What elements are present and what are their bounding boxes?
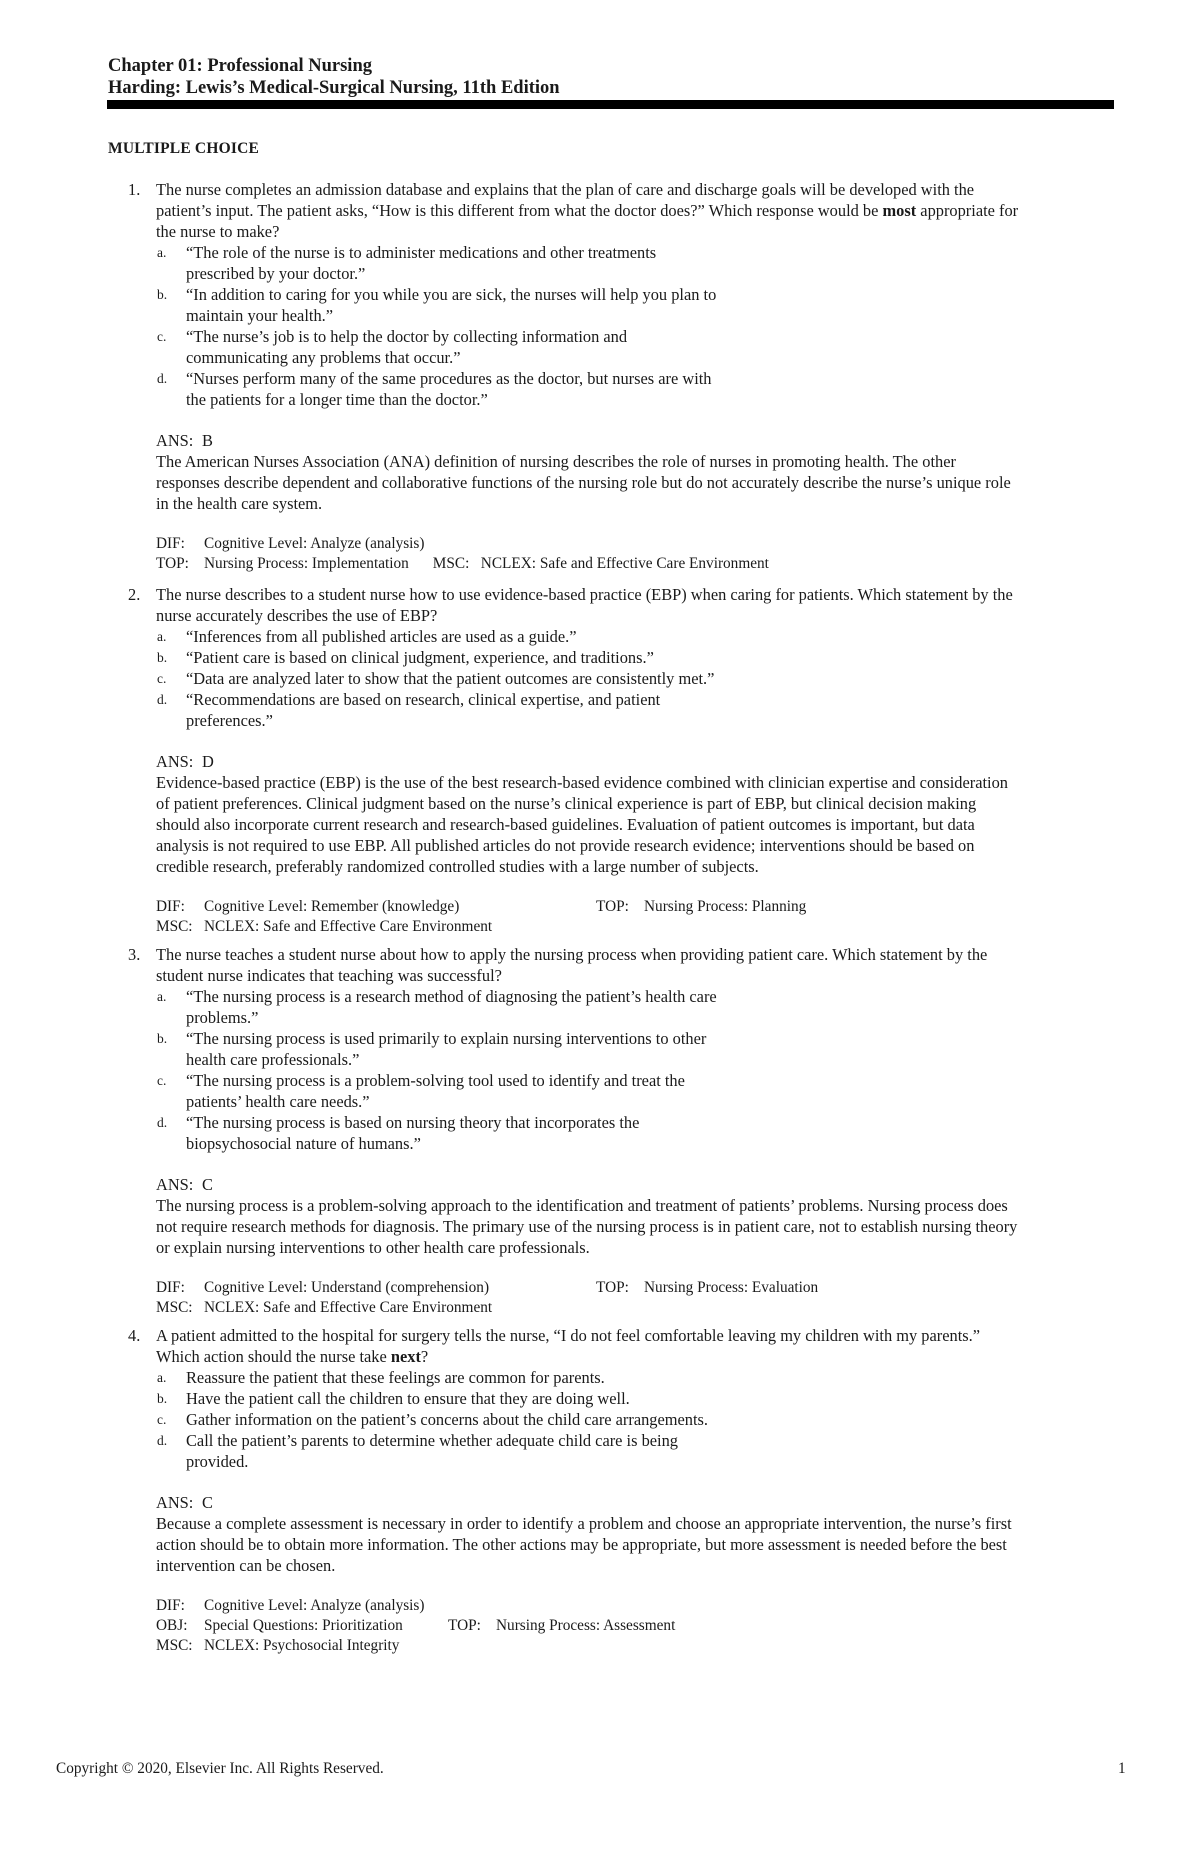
option-text: “Inferences from all published articles are used as a guide.” (186, 627, 577, 646)
question-2 (108, 584, 1118, 937)
option-b (156, 647, 1118, 668)
option-text: “The nursing process is used primarily to explain nursing interventions to other (186, 1029, 707, 1048)
question-metadata (156, 534, 1118, 574)
dif-value: Cognitive Level: Analyze (analysis) (204, 1597, 425, 1614)
option-text: provided. (186, 1452, 249, 1471)
rationale-line: credible research, preferably randomized controlled studies with a large number of subjects. (156, 857, 759, 876)
option-c (156, 668, 1118, 689)
option-letter: d. (157, 692, 168, 707)
msc-label: MSC: (156, 918, 193, 935)
option-text: preferences.” (186, 711, 273, 730)
rationale-line: The nursing process is a problem-solving approach to the identification and treatment of patients’ problems. Nursing process does (156, 1196, 1008, 1215)
option-text: “The role of the nurse is to administer medications and other treatments (186, 243, 657, 262)
option-text: prescribed by your doctor.” (186, 264, 366, 283)
rationale (156, 451, 1116, 514)
question-stem (156, 1325, 1114, 1367)
option-letter: b. (157, 287, 168, 302)
question-metadata (156, 1596, 1118, 1656)
option-letter: b. (157, 1391, 168, 1406)
question-number: 2. (128, 585, 141, 604)
question-number: 3. (128, 945, 141, 964)
question-number: 4. (128, 1326, 141, 1345)
question-3 (108, 944, 1118, 1318)
option-text: “The nursing process is a problem-solving tool used to identify and treat the (186, 1071, 685, 1090)
rationale-line: not require research methods for diagnosis. The primary use of the nursing process is in patient care, not to establish nursing theory (156, 1217, 1018, 1236)
stem-text: Which action should the nurse take (156, 1347, 387, 1366)
rationale-line: analysis is not required to use EBP. All published articles do not provide research evidence; interventions should be based on (156, 836, 975, 855)
option-text: maintain your health.” (186, 306, 334, 325)
msc-value: NCLEX: Safe and Effective Care Environment (204, 1299, 493, 1316)
option-text: the patients for a longer time than the doctor.” (186, 390, 488, 409)
rationale-line: The American Nurses Association (ANA) definition of nursing describes the role of nurses in promoting health. The other (156, 452, 956, 471)
question-stem (156, 584, 1114, 626)
top-label: TOP: (596, 898, 629, 915)
option-text: Have the patient call the children to ensure that they are doing well. (186, 1389, 630, 1408)
answer-key (156, 1174, 1118, 1195)
option-a (156, 626, 1118, 647)
option-c (156, 326, 1118, 368)
option-text: “Data are analyzed later to show that the patient outcomes are consistently met.” (186, 669, 715, 688)
rationale-line: of patient preferences. Clinical judgment based on the nurse’s clinical experience is part of EBP, but clinical decision making (156, 794, 977, 813)
top-label: TOP: (156, 555, 189, 572)
option-list (156, 1367, 1118, 1472)
stem-line: the nurse to make? (156, 222, 280, 241)
document-header (108, 55, 1114, 99)
book-title: Harding: Lewis’s Medical-Surgical Nursing, 11th Edition (108, 78, 560, 98)
obj-label: OBJ: (156, 1617, 188, 1634)
option-letter: b. (157, 650, 168, 665)
stem-line: The nurse completes an admission database and explains that the plan of care and discharge goals will be developed with the (156, 180, 975, 199)
msc-value: NCLEX: Safe and Effective Care Environment (480, 555, 769, 572)
option-letter: c. (157, 329, 167, 344)
option-text: “Nurses perform many of the same procedures as the doctor, but nurses are with (186, 369, 712, 388)
question-1 (108, 179, 1118, 574)
answer-label: ANS: (156, 1175, 194, 1194)
rationale-line: intervention can be chosen. (156, 1556, 336, 1575)
dif-label: DIF: (156, 535, 185, 552)
msc-label: MSC: (156, 1637, 193, 1654)
option-text: “The nursing process is a research method of diagnosing the patient’s health care (186, 987, 717, 1006)
dif-value: Cognitive Level: Understand (comprehension) (204, 1279, 490, 1296)
option-text: problems.” (186, 1008, 259, 1027)
stem-line: The nurse teaches a student nurse about how to apply the nursing process when providing patient care. Which statement by the (156, 945, 988, 964)
emphasis-text: next (390, 1347, 421, 1366)
option-text: “The nurse’s job is to help the doctor by collecting information and (186, 327, 628, 346)
answer-value: C (202, 1175, 213, 1194)
answer-value: C (202, 1493, 213, 1512)
answer-key (156, 751, 1118, 772)
page-number: 1 (1118, 1760, 1126, 1777)
top-label: TOP: (596, 1279, 629, 1296)
answer-key (156, 430, 1118, 451)
msc-value: NCLEX: Psychosocial Integrity (204, 1637, 400, 1654)
dif-label: DIF: (156, 1597, 185, 1614)
option-text: Call the patient’s parents to determine whether adequate child care is being (186, 1431, 678, 1450)
option-d (156, 1430, 1118, 1472)
option-d (156, 368, 1118, 410)
stem-line (156, 1346, 1114, 1367)
dif-value: Cognitive Level: Remember (knowledge) (204, 898, 460, 915)
option-text: “In addition to caring for you while you are sick, the nurses will help you plan to (186, 285, 717, 304)
question-stem (156, 944, 1114, 986)
option-letter: c. (157, 1412, 167, 1427)
dif-label: DIF: (156, 898, 185, 915)
option-d (156, 1112, 1118, 1154)
stem-line: nurse accurately describes the use of EBP? (156, 606, 438, 625)
rationale (156, 1195, 1116, 1258)
answer-key (156, 1492, 1118, 1513)
question-metadata (156, 897, 1118, 937)
option-c (156, 1409, 1118, 1430)
option-letter: c. (157, 1073, 167, 1088)
option-letter: b. (157, 1031, 168, 1046)
option-letter: d. (157, 371, 168, 386)
rationale-line: action should be to obtain more information. The other actions may be appropriate, but more assessment is needed before the best (156, 1535, 1007, 1554)
option-letter: a. (157, 629, 167, 644)
rationale (156, 772, 1116, 877)
stem-line (156, 200, 1114, 221)
question-4 (108, 1325, 1118, 1656)
msc-label: MSC: (432, 555, 470, 572)
option-text: biopsychosocial nature of humans.” (186, 1134, 421, 1153)
section-title: MULTIPLE CHOICE (108, 140, 259, 157)
question-metadata (156, 1278, 1118, 1318)
obj-value: Special Questions: Prioritization (204, 1617, 403, 1634)
stem-text: patient’s input. The patient asks, “How is this different from what the doctor does?” Which response would be (156, 201, 879, 220)
answer-label: ANS: (156, 1493, 194, 1512)
option-d (156, 689, 1118, 731)
answer-value: B (202, 431, 213, 450)
top-value: Nursing Process: Assessment (496, 1617, 676, 1634)
option-b (156, 1388, 1118, 1409)
option-text: “The nursing process is based on nursing theory that incorporates the (186, 1113, 640, 1132)
rationale-line: should also incorporate current research and research-based guidelines. Evaluation of patient outcomes is important, but data (156, 815, 975, 834)
rationale (156, 1513, 1116, 1576)
option-list (156, 242, 1118, 410)
rationale-line: or explain nursing interventions to other health care professionals. (156, 1238, 590, 1257)
option-text: health care professionals.” (186, 1050, 360, 1069)
option-text: Gather information on the patient’s concerns about the child care arrangements. (186, 1410, 709, 1429)
dif-value: Cognitive Level: Analyze (analysis) (204, 535, 425, 552)
question-number: 1. (128, 180, 141, 199)
question-stem (156, 179, 1114, 242)
option-letter: a. (157, 245, 167, 260)
option-a (156, 986, 1118, 1028)
rationale-line: Evidence-based practice (EBP) is the use of the best research-based evidence combined with clinician expertise and consideration (156, 773, 1008, 792)
option-text: communicating any problems that occur.” (186, 348, 461, 367)
answer-value: D (202, 752, 214, 771)
top-value: Nursing Process: Evaluation (644, 1279, 819, 1296)
msc-value: NCLEX: Safe and Effective Care Environment (204, 918, 493, 935)
stem-line: A patient admitted to the hospital for surgery tells the nurse, “I do not feel comfortable leaving my children with my parents.” (156, 1326, 981, 1345)
header-rule (107, 100, 1114, 109)
option-text: “Patient care is based on clinical judgment, experience, and traditions.” (186, 648, 654, 667)
copyright-notice: Copyright © 2020, Elsevier Inc. All Rights Reserved. (56, 1760, 384, 1777)
option-b (156, 1028, 1118, 1070)
option-a (156, 242, 1118, 284)
option-a (156, 1367, 1118, 1388)
option-letter: c. (157, 671, 167, 686)
option-text: Reassure the patient that these feelings are common for parents. (186, 1368, 605, 1387)
stem-line: student nurse indicates that teaching was successful? (156, 966, 502, 985)
option-letter: a. (157, 989, 167, 1004)
option-list (156, 986, 1118, 1154)
chapter-title: Chapter 01: Professional Nursing (108, 56, 372, 76)
option-c (156, 1070, 1118, 1112)
rationale-line: responses describe dependent and collaborative functions of the nursing role but do not accurately describe the nurse’s unique role (156, 473, 1011, 492)
rationale-line: Because a complete assessment is necessary in order to identify a problem and choose an appropriate intervention, the nurse’s first (156, 1514, 1012, 1533)
option-letter: a. (157, 1370, 167, 1385)
option-text: patients’ health care needs.” (186, 1092, 370, 1111)
rationale-line: in the health care system. (156, 494, 323, 513)
answer-label: ANS: (156, 431, 194, 450)
option-list (156, 626, 1118, 731)
top-label: TOP: (448, 1617, 481, 1634)
option-letter: d. (157, 1115, 168, 1130)
top-value: Nursing Process: Implementation (204, 555, 409, 572)
stem-text: appropriate for (920, 201, 1019, 220)
option-text: “Recommendations are based on research, clinical expertise, and patient (186, 690, 661, 709)
option-letter: d. (157, 1433, 168, 1448)
msc-label: MSC: (156, 1299, 193, 1316)
emphasis-text: most (882, 201, 917, 220)
stem-text: ? (420, 1347, 429, 1366)
option-b (156, 284, 1118, 326)
top-value: Nursing Process: Planning (644, 898, 807, 915)
answer-label: ANS: (156, 752, 194, 771)
stem-line: The nurse describes to a student nurse how to use evidence-based practice (EBP) when caring for patients. Which statement by the (156, 585, 1013, 604)
dif-label: DIF: (156, 1279, 185, 1296)
